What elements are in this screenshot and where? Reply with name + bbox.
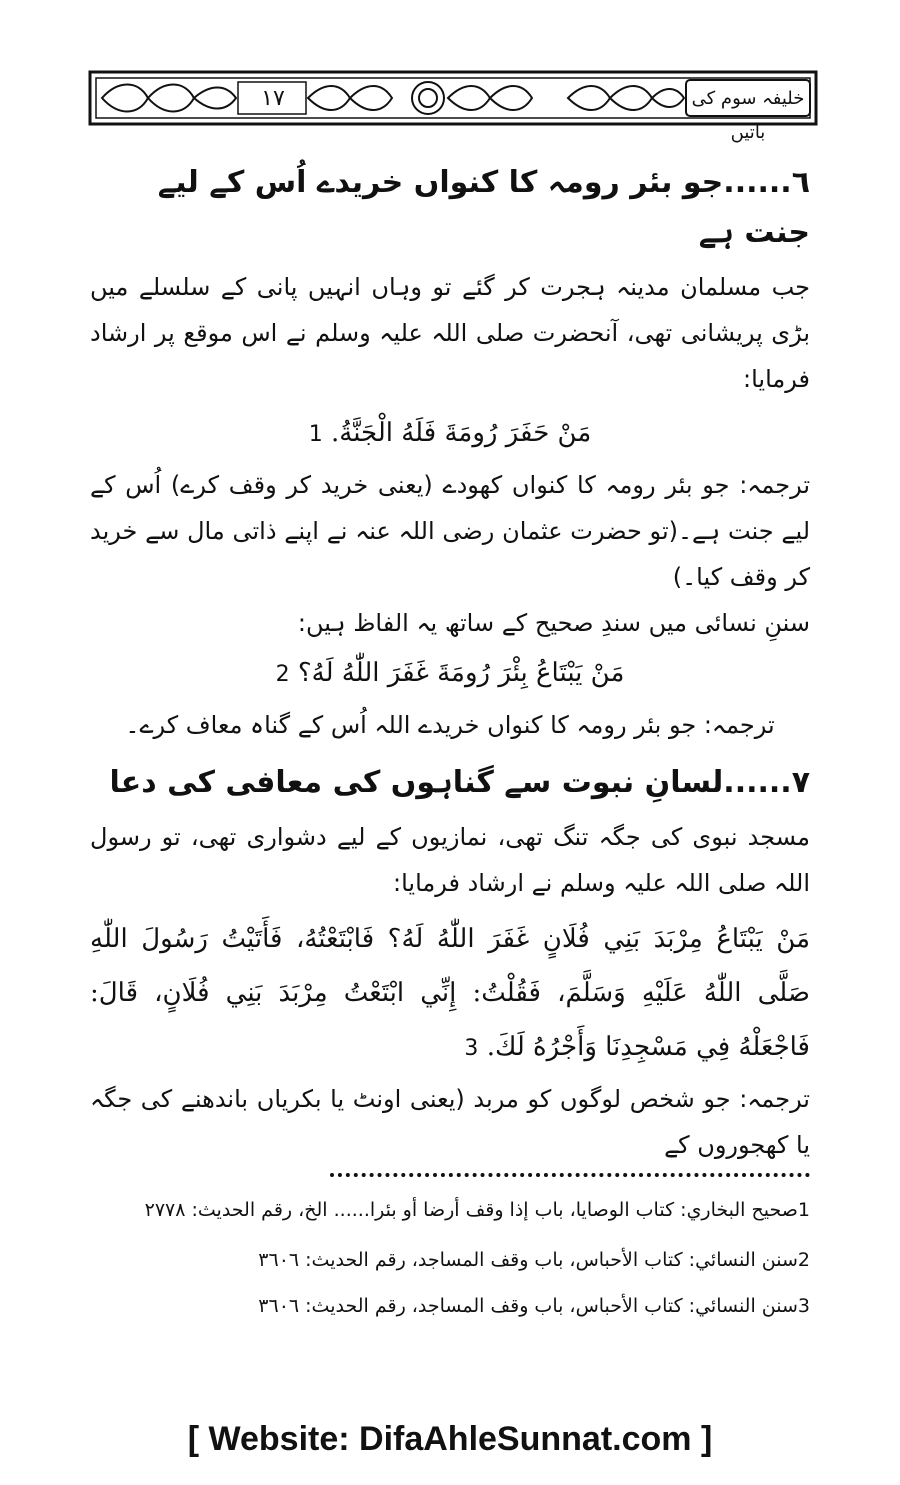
paragraph: سننِ نسائی میں سندِ صحیح کے ساتھ یہ الفاظ ہیں: (297, 609, 810, 637)
footnote-ref: 3 (464, 1036, 479, 1061)
arabic-text: مَنْ يَبْتَاعُ بِئْرَ رُومَةَ غَفَرَ اللّٰهُ لَهُ؟ (297, 658, 625, 688)
arabic-text: مَنْ حَفَرَ رُومَةَ فَلَهُ الْجَنَّةُ. (330, 418, 592, 448)
translation: ترجمہ: جو بئر رومہ کا کنواں کھودے (یعنی خرید کر وقف کرے) اُس کے لیے جنت ہے۔(تو حضرت عثمان رضی اللہ عنہ نے اپنے ذاتی مال سے خرید کر وقف کیا۔) (90, 471, 810, 591)
page-number: ١٧ (261, 86, 285, 111)
footnote: 1صحيح البخاري: كتاب الوصايا، باب إذا وقف أرضا أو بئرا...... الخ، رقم الحديث: ٢٧٧٨ (144, 1199, 810, 1221)
arabic-text: مَنْ يَبْتَاعُ مِرْبَدَ بَنِي فُلَانٍ غَفَرَ اللّٰهُ لَهُ؟ فَابْتَعْتُهُ، فَأَتَيْتُ رَسُولَ اللّٰهِ صَلَّى اللّٰهُ عَلَيْهِ وَسَلَّمَ، فَقُلْتُ: إِنِّي ابْتَعْتُ مِرْبَدَ بَنِي فُلَانٍ، قَالَ: فَاجْعَلْهُ فِي مَسْجِدِنَا وَأَجْرُهُ لَكَ. (90, 924, 810, 1062)
section-heading: ٧......لسانِ نبوت سے گناہوں کی معافی کی دعا (109, 765, 810, 800)
translation: ترجمہ: جو شخص لوگوں کو مربد (یعنی اونٹ یا بکریاں باندھنے کی جگہ یا کھجوروں کے (90, 1085, 810, 1159)
footnote-ref: 2 (275, 662, 290, 687)
footnote: 3سنن النسائي: كتاب الأحباس، باب وقف المساجد، رقم الحديث: ٣٦٠٦ (258, 1295, 810, 1317)
paragraph: جب مسلمان مدینہ ہجرت کر گئے تو وہاں انہیں پانی کے سلسلے میں بڑی پریشانی تھی، آنحضرت صلی اللہ علیہ وسلم نے اس موقع پر ارشاد فرمایا: (90, 273, 810, 393)
book-title: خلیفہ سوم کی باتیں (691, 88, 805, 143)
footnote: 2سنن النسائي: كتاب الأحباس، باب وقف المساجد، رقم الحديث: ٣٦٠٦ (258, 1249, 810, 1271)
footnote-divider (330, 1173, 810, 1177)
arabic-hadith (90, 912, 810, 1076)
page-header (88, 70, 818, 143)
arabic-hadith (90, 646, 810, 702)
arabic-hadith (90, 406, 810, 462)
section-heading: ٦......جو بئر رومہ کا کنواں خریدے اُس کے لیے جنت ہے (157, 165, 810, 250)
footnotes (90, 1190, 810, 1326)
footnote-ref: 1 (308, 422, 323, 447)
page-body (90, 150, 810, 1168)
translation: ترجمہ: جو بئر رومہ کا کنواں خریدے اللہ اُس کے گناہ معاف کرے۔ (125, 711, 775, 739)
paragraph: مسجد نبوی کی جگہ تنگ تھی، نمازیوں کے لیے دشواری تھی، تو رسول اللہ صلی اللہ علیہ وسلم نے ارشاد فرمایا: (90, 823, 810, 897)
website-banner: [ Website: DifaAhleSunnat.com ] (187, 1420, 713, 1458)
